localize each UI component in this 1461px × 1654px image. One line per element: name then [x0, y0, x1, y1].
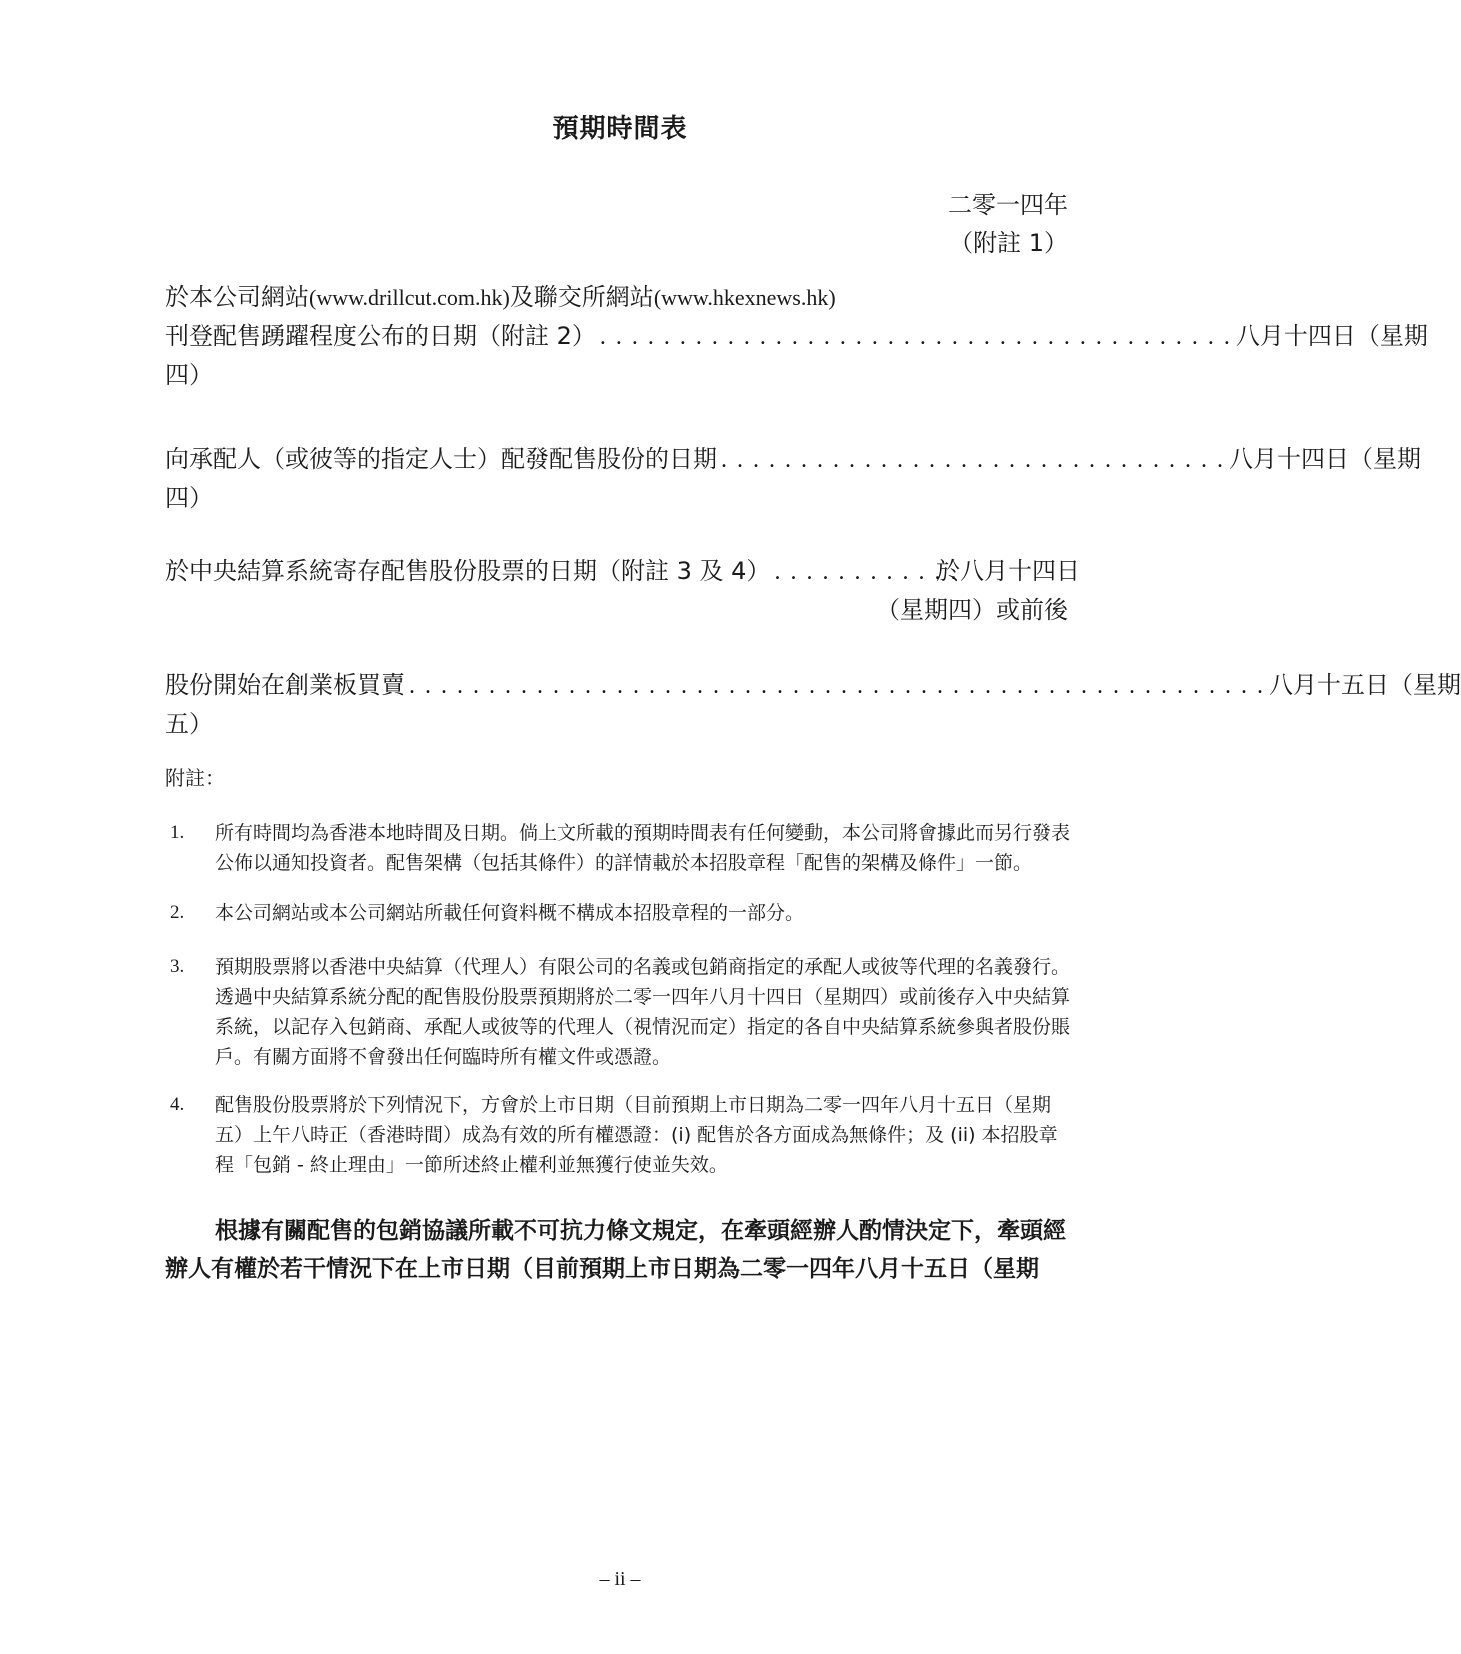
schedule-row-date: 八月十四日（星期: [1235, 322, 1428, 350]
prefix-b: 及聯交所網站: [509, 283, 654, 311]
page-title: 預期時間表: [552, 114, 688, 144]
note-item: [165, 952, 1075, 1072]
schedule-row-deposit: [165, 552, 1080, 629]
note-number: 2.: [170, 902, 185, 923]
schedule-row-label: 向承配人（或彼等的指定人士）配發配售股份的日期: [165, 445, 717, 473]
schedule-row-date-cont: 四）: [165, 361, 213, 389]
schedule-row-line: [165, 552, 959, 591]
schedule-row-line: [165, 317, 1428, 356]
note-item: [165, 818, 1075, 878]
year-label: 二零一四年: [948, 191, 1068, 219]
note-number: 4.: [170, 1094, 185, 1115]
schedule-row-prefix: [165, 278, 1080, 317]
schedule-row-allotment: [165, 440, 1421, 517]
note-text: 本公司網站或本公司網站所載任何資料概不構成本招股章程的一部分。: [215, 902, 805, 924]
prefix-a: 於本公司網站: [165, 283, 309, 311]
note-text: 預期股票將以香港中央結算（代理人）有限公司的名義或包銷商指定的承配人或彼等代理的名義發行。透過中央結算系統分配的配售股份股票預期將於二零一四年八月十四日（星期四）或前後存入中央結算系統，以記存入包銷商、承配人或彼等的代理人（視情況而定）指定的各自中央結算系統參與者股份賬戶。有關方面將不會發出任何臨時所有權文件或憑證。: [215, 956, 1071, 1068]
page-number: – ii –: [599, 1568, 641, 1590]
note-number: 1.: [170, 822, 185, 843]
leader-dots: . . . . . . . . . . . . . . . . . . . . . . . . . . . . . . . .: [721, 447, 1225, 473]
note-item: [165, 898, 1075, 928]
leader-dots: . . . . . . . . . . . . . . . . . . . . . . . . . . . . . . . . . . . . . . . . . . . . . . . . . . . . . .: [409, 673, 1265, 699]
schedule-row-date-cont: 四）: [165, 484, 213, 512]
schedule-row-announcement: [165, 278, 1428, 394]
schedule-row-date: 八月十五日（星期: [1269, 671, 1461, 699]
note-number: 3.: [170, 956, 185, 977]
schedule-row-label: 於中央結算系統寄存配售股份股票的日期（附註 3 及 4）: [165, 557, 771, 585]
notes-heading: 附註：: [165, 766, 225, 790]
note-text: 所有時間均為香港本地時間及日期。倘上文所載的預期時間表有任何變動，本公司將會據此而另行發表公佈以通知投資者。配售架構（包括其條件）的詳情載於本招股章程「配售的架構及條件」一節。: [215, 822, 1071, 874]
leader-dots: . . . . . . . . . . . . . . . . . . . . . . . . . . . . . . . . . . . . . . . .: [599, 324, 1232, 350]
schedule-row-line: [165, 440, 1421, 479]
schedule-row-label: 刊登配售踴躍程度公布的日期（附註 2）: [165, 322, 596, 350]
year-note-ref: （附註 1）: [949, 229, 1068, 257]
year-header: [948, 186, 1068, 262]
hkex-website-url: (www.hkexnews.hk): [653, 285, 836, 310]
schedule-row-date-cont: 五）: [165, 710, 213, 738]
schedule-row-date: 八月十四日（星期: [1229, 445, 1421, 473]
schedule-row-date: 於八月十四日: [936, 557, 1080, 585]
schedule-row-date-cont: （星期四）或前後: [876, 596, 1068, 624]
schedule-row-dealing: [165, 666, 1461, 743]
company-website-url: (www.drillcut.com.hk): [309, 285, 510, 310]
leader-dots: . . . . . . . . . . . .: [774, 559, 959, 585]
schedule-row-line: [165, 666, 1461, 705]
note-text: 配售股份股票將於下列情況下，方會於上市日期（目前預期上市日期為二零一四年八月十五日（星期五）上午八時正（香港時間）成為有效的所有權憑證：(i) 配售於各方面成為無條件；及 (ii) 本招股章程「包銷 - 終止理由」一節所述終止權利並無獲行使並失效。: [215, 1094, 1058, 1176]
note-item: [165, 1090, 1075, 1180]
schedule-row-label: 股份開始在創業板買賣: [165, 671, 405, 699]
force-majeure-paragraph: 根據有關配售的包銷協議所載不可抗力條文規定，在牽頭經辦人酌情決定下，牽頭經辦人有權於若干情況下在上市日期（目前預期上市日期為二零一四年八月十五日（星期: [165, 1218, 1066, 1282]
